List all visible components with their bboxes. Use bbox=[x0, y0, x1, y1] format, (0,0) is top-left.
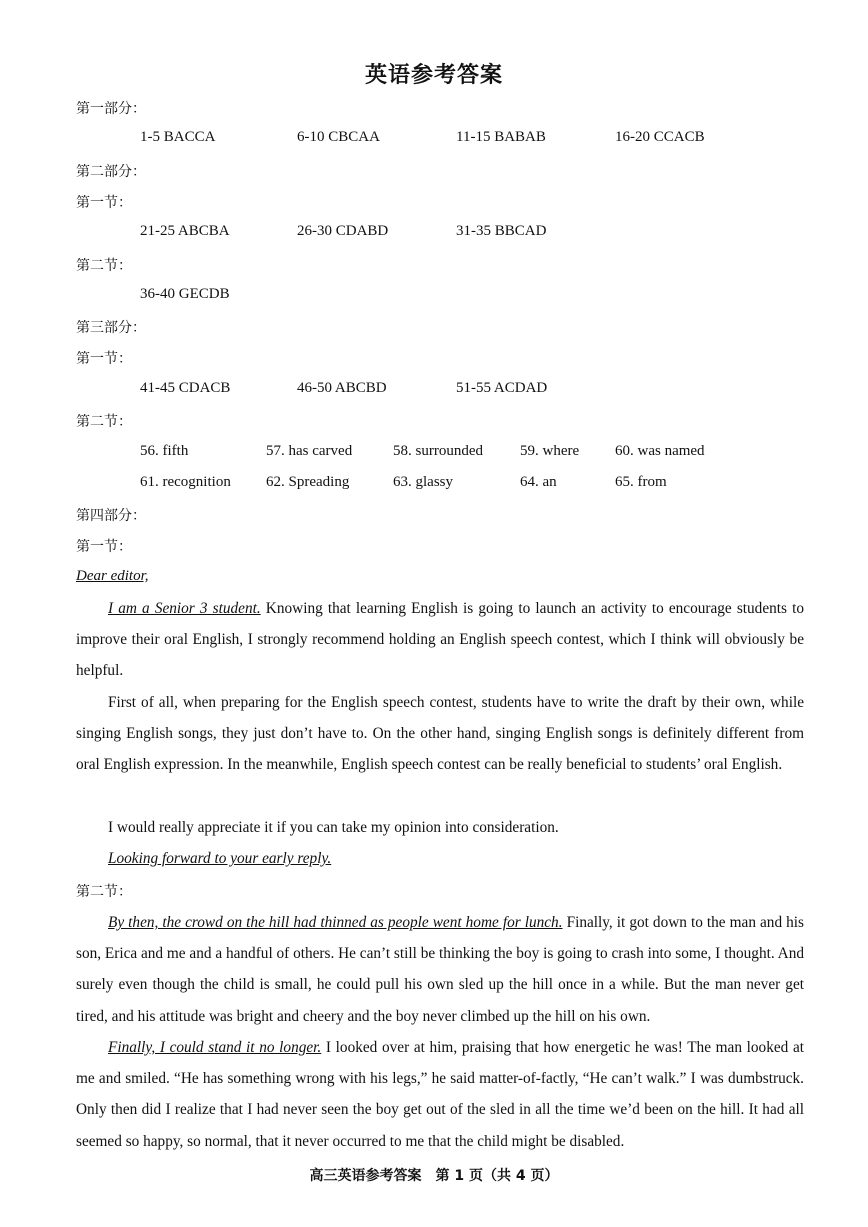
part4-section2-label: 第二节： bbox=[76, 884, 132, 900]
paragraph-text: Knowing that learning English is going to launch an activity to encourage students to improve their oral English, I strongly recommend holding an English speech contest, which I think will obviously be helpful. bbox=[76, 600, 804, 680]
answer-group: 31-35 BBCAD bbox=[456, 223, 547, 239]
story-paragraph-1 bbox=[76, 907, 804, 1032]
letter-paragraph-2: First of all, when preparing for the English speech contest, students have to write the draft by their own, while singing English songs, they just don’t have to. On the other hand, singing English songs is definitely different from oral English expression. In the meanwhile, English speech contest can be really beneficial to students’ oral English. bbox=[76, 694, 804, 774]
story-paragraph-2 bbox=[76, 1032, 804, 1157]
paragraph-text: I looked over at him, praising that how energetic he was! The man looked at me and smiled. “He has something wrong with his legs,” he said matter-of-factly, “He can’t walk.” I was dumbstruck. Only then did I realize that I had never seen the boy get out of the sled in all the time we’d been on the hill. It had all seemed so happy, so normal, that it never occurred to me that the child might be disabled. bbox=[76, 1039, 804, 1150]
answer-group: 16-20 CCACB bbox=[615, 129, 705, 145]
answer-item: 59. where bbox=[520, 443, 580, 459]
answer-item: 56. fifth bbox=[140, 443, 189, 459]
answer-group: 51-55 ACDAD bbox=[456, 380, 548, 396]
letter-paragraph-3: I would really appreciate it if you can take my opinion into consideration. bbox=[108, 819, 559, 836]
part3-section2-answers-row-1 bbox=[0, 443, 868, 465]
answer-item: 61. recognition bbox=[140, 474, 231, 490]
part4-label: 第四部分： bbox=[76, 508, 146, 524]
part2-section1-answers-row bbox=[0, 223, 868, 245]
page-title: 英语参考答案 bbox=[364, 63, 503, 88]
paragraph-text: Finally, it got down to the man and his son, Erica and me and a handful of others. He can’t still be thinking the boy is going to crash into some, I thought. And surely even though the child is small, he could pull his own sled up the hill once in a while. But the man never get tired, and his attitude was bright and cheery and the boy never climbed up the hill on his own. bbox=[76, 914, 804, 1025]
letter-paragraph-1 bbox=[76, 593, 804, 687]
answer-item: 60. was named bbox=[615, 443, 705, 459]
answer-item: 58. surrounded bbox=[393, 443, 483, 459]
part2-section1-label: 第一节： bbox=[76, 195, 132, 211]
answer-item: 63. glassy bbox=[393, 474, 453, 490]
answer-group: 21-25 ABCBA bbox=[140, 223, 230, 239]
answer-item: 64. an bbox=[520, 474, 557, 490]
part1-answers-row bbox=[0, 129, 868, 151]
answer-group: 46-50 ABCBD bbox=[297, 380, 387, 396]
part3-section2-answers-row-2 bbox=[0, 474, 868, 496]
part3-section1-answers-row bbox=[0, 380, 868, 402]
answer-group: 41-45 CDACB bbox=[140, 380, 231, 396]
answer-group: 36-40 GECDB bbox=[140, 286, 230, 302]
paragraph-lead-sentence: Finally, I could stand it no longer. bbox=[108, 1039, 322, 1056]
letter-closing: Looking forward to your early reply. bbox=[108, 850, 332, 867]
answer-group: 6-10 CBCAA bbox=[297, 129, 380, 145]
letter-salutation: Dear editor, bbox=[76, 568, 149, 584]
answer-item: 62. Spreading bbox=[266, 474, 350, 490]
part3-label: 第三部分： bbox=[76, 320, 146, 336]
answer-item: 57. has carved bbox=[266, 443, 353, 459]
answer-group: 26-30 CDABD bbox=[297, 223, 389, 239]
part3-section2-label: 第二节： bbox=[76, 414, 132, 430]
paragraph-lead-sentence: I am a Senior 3 student. bbox=[108, 600, 261, 617]
answer-group: 1-5 BACCA bbox=[140, 129, 216, 145]
part3-section1-label: 第一节： bbox=[76, 351, 132, 367]
answer-item: 65. from bbox=[615, 474, 667, 490]
part4-section1-label: 第一节： bbox=[76, 539, 132, 555]
page-footer: 高三英语参考答案 第 1 页（共 4 页） bbox=[309, 1168, 559, 1184]
answer-group: 11-15 BABAB bbox=[456, 129, 546, 145]
part1-label: 第一部分： bbox=[76, 101, 146, 117]
part2-section2-answers-row bbox=[0, 286, 868, 308]
paragraph-lead-sentence: By then, the crowd on the hill had thinned as people went home for lunch. bbox=[108, 914, 563, 931]
part2-section2-label: 第二节： bbox=[76, 258, 132, 274]
part2-label: 第二部分： bbox=[76, 164, 146, 180]
